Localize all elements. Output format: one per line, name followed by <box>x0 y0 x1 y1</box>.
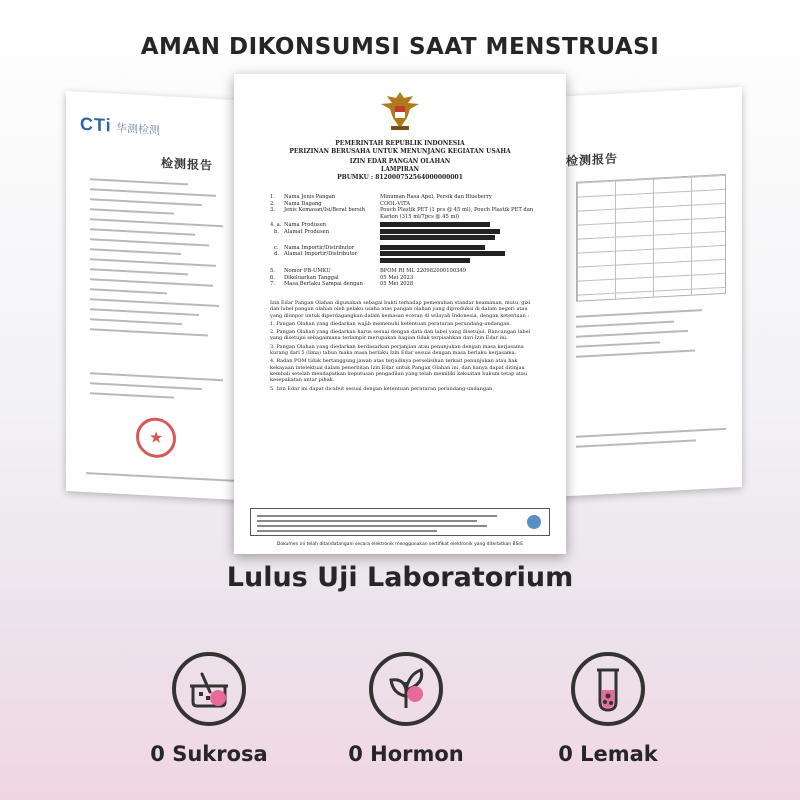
feature-label: 0 Lemak <box>558 742 658 766</box>
feature-zero-hormone <box>306 652 506 766</box>
redacted-text <box>380 229 500 234</box>
permit-paragraph: 2. Pangan Olahan yang diedarkan harus sesuai dengan data dan label yang disetujui. Rancangan label yang disetujui sebagaimana terlampir merupakan bagian tidak terpisahkan dari Izin Edar ini. <box>270 329 531 342</box>
permit-row: 7. Masa Berlaku Sampai dengan 05 Mei 2028 <box>270 281 414 287</box>
sugar-bowl-icon <box>172 652 246 726</box>
redacted-text <box>380 258 470 263</box>
right-test-report <box>552 87 742 497</box>
bsre-logo-icon <box>527 515 541 529</box>
feature-zero-fat <box>508 652 708 766</box>
report-title: 检测报告 <box>161 156 214 173</box>
garuda-emblem-icon <box>377 88 423 134</box>
feature-zero-sucrose <box>109 652 309 766</box>
report-bottom-lines <box>576 428 726 456</box>
cti-logo-subtext: 华测检测 <box>116 121 160 137</box>
signature-box <box>250 508 550 536</box>
permit-terms <box>270 300 532 394</box>
permit-row: 5. Nomor PB-UMKU BPOM RI ML 220982000100349 <box>270 268 467 274</box>
permit-row: 3. Jenis Kemasan/Isi/Berat bersih Pouch Plastik PET (1 pcs @ 45 ml), Pouch Plastik PET dan Karton (315 ml/7pcs @ 45 ml) <box>270 207 534 220</box>
subtitle: Lulus Uji Laboratorium <box>226 562 574 593</box>
permit-row: 2. Nama Dagang COOL-VITA <box>270 200 411 207</box>
permit-row: 6. Dikeluarkan Tanggal 05 Mei 2023 <box>270 274 414 281</box>
redacted-text <box>380 245 485 250</box>
redacted-text <box>380 235 495 240</box>
permit-row: d. Alamat Importir/Distributor <box>270 251 542 258</box>
redacted-text <box>380 222 490 227</box>
electronic-signature-note: Dokumen ini telah ditandatangani secara elektronik menggunakan sertifikat elektronik yang diterbitkan BSrE <box>276 542 524 547</box>
report-bottom-lines <box>86 472 236 490</box>
permit-header-2: PERIZINAN BERUSAHA UNTUK MENUNJANG KEGIATAN USAHA <box>289 148 511 155</box>
distribution-permit-document <box>234 74 566 554</box>
permit-details <box>270 194 542 288</box>
red-seal-stamp <box>136 417 176 459</box>
left-test-report <box>66 91 256 501</box>
permit-row-spacer <box>270 235 542 242</box>
test-tube-icon <box>571 652 645 726</box>
permit-header-3: IZIN EDAR PANGAN OLAHAN <box>349 158 451 165</box>
cti-logo: CTi <box>80 113 112 136</box>
permit-paragraph: 5. Izin Edar ini dapat dicabut sesuai dengan ketentuan peraturan perundang-undangan. <box>270 385 494 392</box>
permit-paragraph: 1. Pangan Olahan yang diedarkan wajib memenuhi ketentuan peraturan perundang-undangan. <box>270 320 512 327</box>
report-footer-lines <box>90 372 230 409</box>
permit-row: b. Alamat Produsen <box>270 229 542 236</box>
feature-label: 0 Hormon <box>348 742 464 766</box>
report-title: 检测报告 <box>566 151 619 169</box>
headline: AMAN DIKONSUMSI SAAT MENSTRUASI <box>140 34 660 60</box>
permit-paragraph: 4. Badan POM tidak bertanggung jawab atas terjadinya perselisihan terkait penunjukan atau hak kekayaan intelektual dalam penerbitan Izin Edar untuk Pangan Olahan ini, dan hanya dapat ditinjau kembali setelah mendapatkan keputusan pengadilan yang telah memiliki kekuatan hukum tetap atau kesepakatan antar pihak. <box>270 358 528 384</box>
permit-row: 4. a. Nama Produsen <box>270 222 542 229</box>
permit-header-1: PEMERINTAH REPUBLIK INDONESIA <box>335 140 465 147</box>
permit-row-spacer <box>270 258 542 265</box>
permit-row: 1. Nama Jenis Pangan Minuman Rasa Apel, Persik dan Blueberry <box>270 194 492 200</box>
report-table <box>576 174 726 302</box>
permit-header-4: LAMPIRAN <box>381 166 419 173</box>
permit-number: PBUMKU : 812000752564000000001 <box>337 174 463 181</box>
report-lines <box>90 178 230 345</box>
feature-label: 0 Sukrosa <box>150 742 268 766</box>
permit-paragraph: 3. Pangan Olahan yang diedarkan berdasarkan perjanjian atau penunjukan dengan masa kerjasama kurang dari 5 (lima) tahun maka masa berlaku Izin Edar sesuai dengan masa berlaku kerjasama. <box>270 343 524 357</box>
redacted-text <box>380 251 505 256</box>
report-lines <box>576 308 716 365</box>
permit-paragraph: Izin Edar Pangan Olahan digunakan sebagai bukti terhadap pemenuhan standar keamanan, mutu, gizi dan label pangan olahan oleh pelaku usaha atas pangan olahan yang diproduksi di dalam negeri atau yang diimpor untuk diperdagangkan dalam kemasan eceran di wilayah Indonesia, dengan ketentuan : <box>270 300 531 319</box>
permit-row: c. Nama Importir/Distributor <box>270 245 542 252</box>
leaf-icon <box>369 652 443 726</box>
